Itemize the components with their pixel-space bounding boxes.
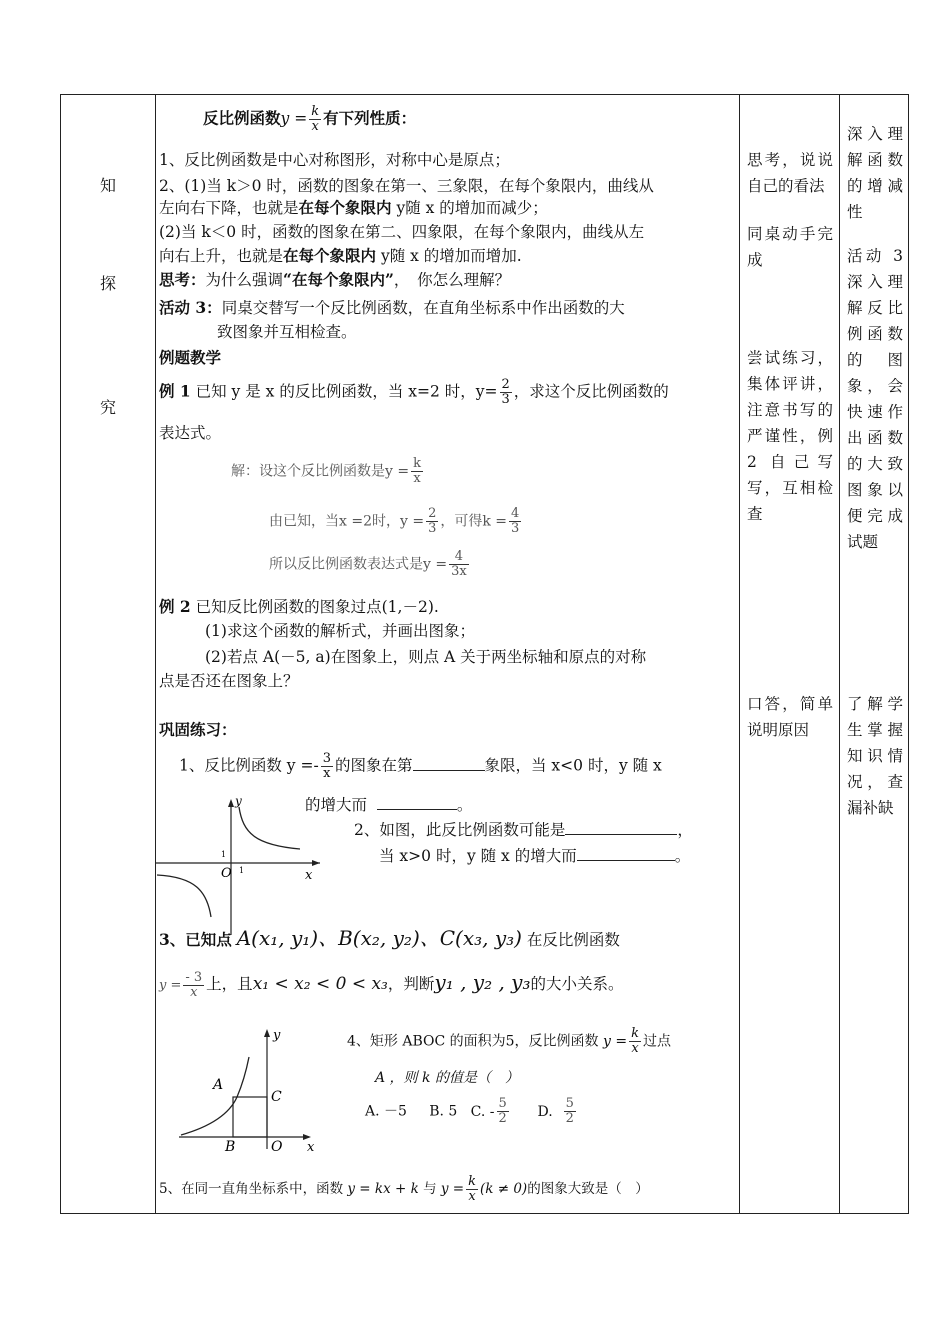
- activity-3: 活动 3：同桌交替写一个反比例函数，在直角坐标系中作出函数的大: [159, 298, 625, 317]
- activity-note-1b: 同桌动手完成: [747, 225, 833, 269]
- property-2-line2: 左向右下降，也就是在每个象限内 y随 x 的增加而减少；: [159, 198, 548, 217]
- x-axis-label: x: [307, 1140, 315, 1155]
- properties-title: 反比例函数y = $\frac{k}{x}$ 有下列性质：: [203, 104, 417, 134]
- section-char: 探: [99, 274, 116, 293]
- example-2-q2-cont: 点是否还在图象上？: [159, 672, 299, 690]
- intent-note-1: 深入理解函数的增减性: [847, 125, 903, 221]
- section-label-column: [61, 95, 155, 1213]
- hyperbola-branch-q1: [239, 807, 300, 849]
- property-1: 1、反比例函数是中心对称图形，对称中心是原点；: [159, 151, 510, 169]
- example-heading: 例题教学: [159, 348, 222, 367]
- practice-heading: 巩固练习：: [159, 720, 237, 739]
- column-divider: [739, 95, 740, 1213]
- y-axis-label: y: [235, 795, 242, 808]
- column-divider: [155, 95, 156, 1213]
- practice-q4-cont: A ，则 k 的值是（ ）: [375, 1070, 519, 1086]
- property-3-line2: 向右上升，也就是在每个象限内 y随 x 的增加而增加.: [159, 246, 522, 265]
- practice-q3: 3、已知点 A(x₁, y₁)、B(x₂, y₂)、C(x₃, y₃) 在反比例函数: [159, 926, 620, 950]
- activity-note-1: 思考，说说自己的看法: [747, 151, 833, 195]
- activity-note-3: 口答，简单说明原因: [747, 695, 833, 739]
- option-B: B. 5: [429, 1103, 458, 1120]
- practice-q5: 5、在同一直角坐标系中，函数 y = kx + k 与 y = $\frac{k}{x}$ (k ≠ 0)的图象大致是（ ）: [159, 1174, 649, 1204]
- y-tick-label: 1: [221, 850, 227, 859]
- example-2: 例 2 已知反比例函数的图象过点(1,－2).: [159, 597, 439, 616]
- activity-note-2: 尝试练习，集体评讲，注意书写的严谨性，例 2 自己写写，互相检查: [747, 349, 833, 523]
- activity-3-cont: 致图象并互相检查。: [217, 323, 357, 341]
- practice-q2-cont: 当 x>0 时，y 随 x 的增大而 。: [379, 847, 691, 865]
- y-axis-label: y: [273, 1028, 281, 1043]
- solution-line-2: 由已知，当x =2时，y = $\frac{2}{3}$ ，可得k = $\frac{4}{3}$: [269, 506, 520, 536]
- practice-q2: 2、如图，此反比例函数可能是 ，: [354, 821, 693, 839]
- x-axis-arrow: [312, 860, 320, 866]
- x-axis-label: x: [305, 868, 313, 883]
- origin-label: O: [221, 866, 232, 881]
- solution-line-3: 所以反比例函数表达式是y = $\frac{4}{3x}$: [269, 549, 467, 579]
- y-axis-arrow: [264, 1029, 270, 1037]
- think-question: 思考：为什么强调“在每个象限内”， 你怎么理解？: [159, 270, 511, 289]
- y-axis-arrow: [228, 799, 234, 807]
- example-2-q1: (1)求这个函数的解析式，并画出图象；: [205, 622, 475, 640]
- example-1: 例 1 已知 y 是 x 的反比例函数，当 x=2 时，y= $\frac{2}{3}$ ，求这个反比例函数的: [159, 377, 669, 407]
- practice-q3-cont: y = $\frac{- 3}{x}$ 上，且x₁ < x₂ < 0 < x₃，判断y₁ , y₂ , y₃的大小关系。: [159, 969, 624, 1000]
- point-B-label: B: [225, 1139, 236, 1155]
- rectangle-ABOC: [233, 1097, 267, 1137]
- property-2-line1: 2、(1)当 k＞0 时，函数的图象在第一、三象限，在每个象限内，曲线从: [159, 177, 654, 195]
- property-3-line1: (2)当 k＜0 时，函数的图象在第二、四象限，在每个象限内，曲线从左: [159, 223, 645, 241]
- section-char: 究: [99, 398, 116, 417]
- section-char: 知: [99, 176, 116, 195]
- rectangle-graph: [179, 1027, 319, 1157]
- origin-label: O: [271, 1139, 283, 1155]
- lesson-table: [60, 94, 909, 1214]
- hyperbola-graph: [155, 795, 330, 935]
- example-1-cont: 表达式。: [159, 424, 222, 442]
- practice-q1: 1、反比例函数 y =- $\frac{3}{x}$ 的图象在第 象限，当 x<0 时，y 随 x: [179, 751, 662, 781]
- hyperbola-branch-q3: [157, 875, 211, 917]
- intent-note-2: 活动 3 深入理解反比例函数的图象，会快速作出函数的大致图象以便完成试题: [847, 247, 903, 551]
- point-C-label: C: [271, 1089, 282, 1105]
- example-2-q2: (2)若点 A(－5, a)在图象上，则点 A 关于两坐标轴和原点的对称: [205, 648, 647, 666]
- option-A: A. －5: [365, 1103, 407, 1120]
- hyperbola-branch: [181, 1057, 249, 1135]
- option-C: C. - $\frac{5}{2}$: [470, 1096, 507, 1126]
- option-D: D. $\frac{5}{2}$: [537, 1096, 574, 1126]
- practice-q4-options: [365, 1097, 578, 1126]
- practice-q1-cont: 的增大而 。: [305, 796, 473, 814]
- point-A-label: A: [213, 1077, 224, 1093]
- intent-note-3: 了解学生掌握知识情况，查漏补缺: [847, 695, 903, 817]
- column-divider: [839, 95, 840, 1213]
- x-tick-label: 1: [239, 866, 245, 875]
- practice-q4: 4、矩形 ABOC 的面积为5，反比例函数 y = $\frac{k}{x}$ 过点: [347, 1026, 671, 1056]
- solution-line-1: 解：设这个反比例函数是y = $\frac{k}{x}$: [231, 456, 421, 486]
